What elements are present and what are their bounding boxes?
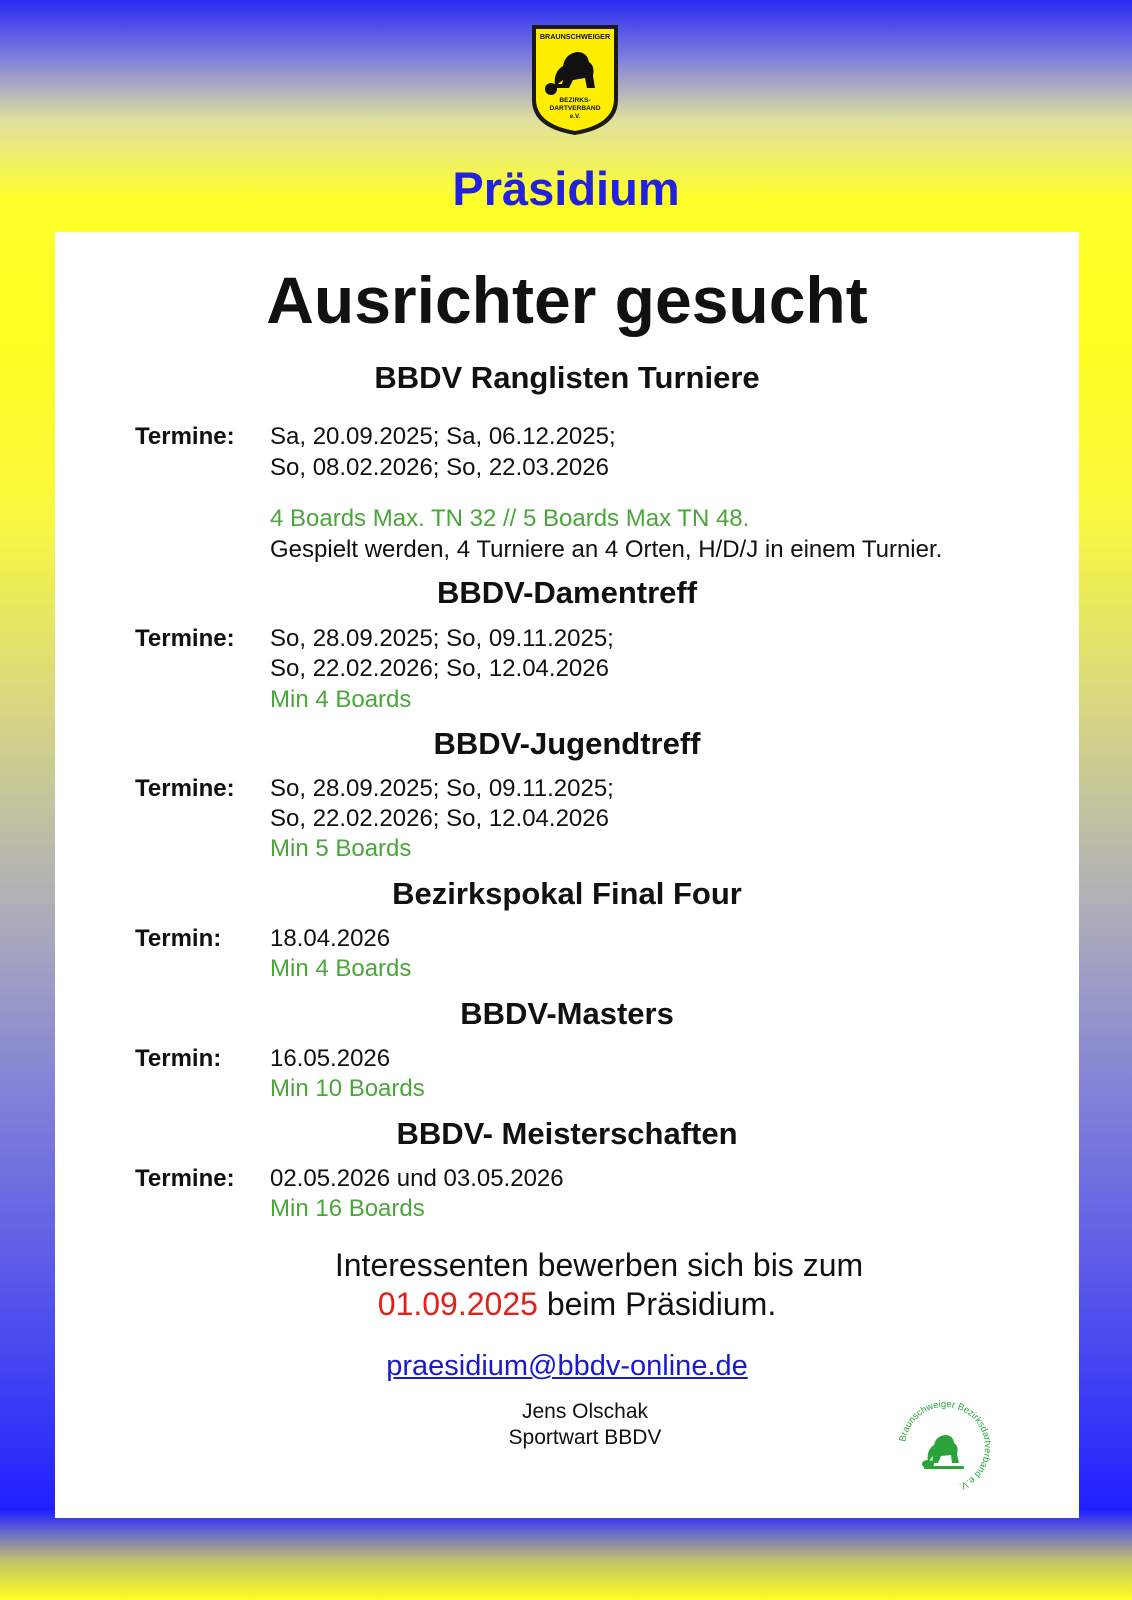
date-line: Sa, 20.09.2025; Sa, 06.12.2025; [270, 423, 616, 450]
signature-name: Jens Olschak [521, 1400, 649, 1423]
header-title: Präsidium [452, 162, 680, 215]
lion-stamp-icon [922, 1435, 964, 1469]
section-title-jugendtreff: BBDV-Jugendtreff [433, 726, 701, 761]
logo-text-1: BEZIRKS- [559, 97, 591, 104]
section-title-meisterschaften: BBDV- Meisterschaften [396, 1116, 738, 1151]
termine-label: Termine: [135, 625, 235, 652]
logo-top-text: BRAUNSCHWEIGER [539, 32, 611, 41]
board-note: Min 16 Boards [270, 1195, 425, 1222]
date-line: So, 22.02.2026; So, 12.04.2026 [270, 655, 609, 682]
stamp-text: Braunschweiger Bezirksdartverband e.V. [896, 1397, 995, 1493]
section-title-ranglisten: BBDV Ranglisten Turniere [374, 360, 760, 395]
date-line: 16.05.2026 [270, 1045, 391, 1072]
board-note: 4 Boards Max. TN 32 // 5 Boards Max TN 48. [270, 505, 750, 532]
main-title: Ausrichter gesucht [266, 263, 868, 337]
board-note: Min 10 Boards [270, 1075, 425, 1102]
date-line: 02.05.2026 und 03.05.2026 [270, 1165, 564, 1192]
info-line: Gespielt werden, 4 Turniere an 4 Orten, H/D/J in einem Turnier. [270, 536, 943, 563]
board-note: Min 4 Boards [270, 686, 412, 713]
bbdv-logo [529, 22, 621, 138]
logo-text-3: e.V. [569, 113, 581, 120]
content-panel [55, 232, 1079, 1518]
date-line: 18.04.2026 [270, 925, 391, 952]
closing-line-2 [55, 1286, 1079, 1323]
email-link[interactable]: praesidium@bbdv-online.de [386, 1350, 748, 1382]
closing-line-2-rest: beim Präsidium. [537, 1286, 777, 1322]
club-stamp [890, 1392, 1000, 1502]
board-note: Min 4 Boards [270, 955, 412, 982]
date-line: So, 28.09.2025; So, 09.11.2025; [270, 775, 614, 802]
date-line: So, 22.02.2026; So, 12.04.2026 [270, 805, 609, 832]
termine-label: Termine: [135, 423, 235, 450]
section-title-final-four: Bezirkspokal Final Four [392, 876, 742, 911]
termine-label: Termine: [135, 1165, 235, 1192]
termine-label: Termine: [135, 775, 235, 802]
section-title-damentreff: BBDV-Damentreff [436, 575, 698, 610]
logo-text-2: DARTVERBAND [549, 105, 601, 112]
termin-label: Termin: [135, 925, 222, 952]
deadline-date: 01.09.2025 [377, 1286, 538, 1322]
date-line: So, 28.09.2025; So, 09.11.2025; [270, 625, 614, 652]
section-title-masters: BBDV-Masters [460, 996, 674, 1031]
signature-role: Sportwart BBDV [508, 1426, 662, 1449]
board-note: Min 5 Boards [270, 835, 412, 862]
closing-line-1: Interessenten bewerben sich bis zum [334, 1247, 864, 1283]
termin-label: Termin: [135, 1045, 222, 1072]
date-line: So, 08.02.2026; So, 22.03.2026 [270, 454, 609, 481]
